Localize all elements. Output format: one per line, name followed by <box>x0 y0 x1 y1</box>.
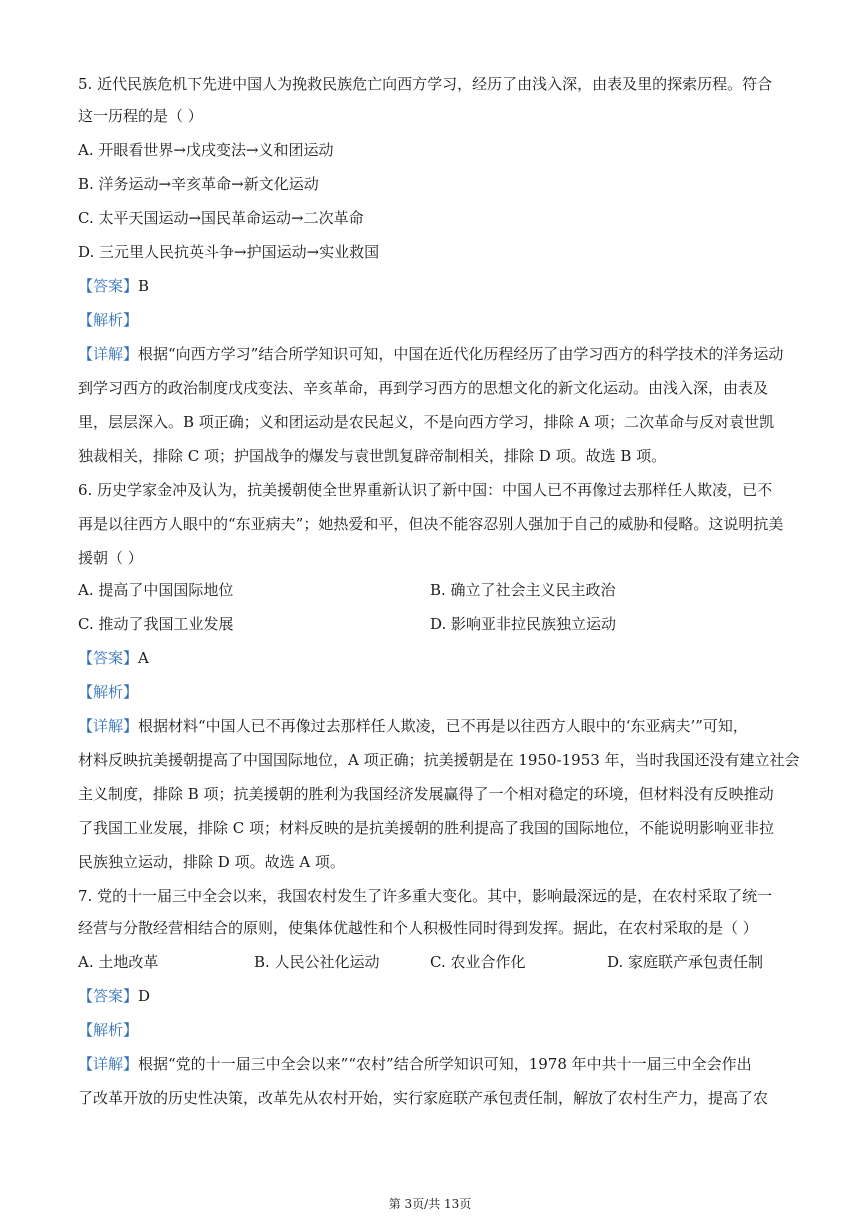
q7-option-b: B. 人民公社化运动 <box>254 953 380 971</box>
q6-stem-line2: 再是以往西方人眼中的“东亚病夫”；她热爱和平，但决不能容忍别人强加于自己的威胁和侵略。这说明抗美 <box>78 515 784 533</box>
analysis-tag: 【解析】 <box>78 311 139 329</box>
q7-stem-line2: 经营与分散经营相结合的原则，使集体优越性和个人积极性同时得到发挥。据此，在农村采取的是（ ） <box>78 919 758 937</box>
q6-answer <box>78 648 149 668</box>
q5-analysis <box>78 310 138 330</box>
q5-detail-line4: 独裁相关，排除 C 项；护国战争的爆发与袁世凯复辟帝制相关，排除 D 项。故选 B 项。 <box>78 447 667 465</box>
detail-tag: 【详解】 <box>78 345 139 363</box>
q6-detail-line4: 了我国工业发展，排除 C 项；材料反映的是抗美援朝的胜利提高了我国的国际地位，不能说明影响亚非拉 <box>78 819 775 837</box>
q6-detail-line1 <box>78 716 748 736</box>
q6-stem-line3: 援朝（ ） <box>78 549 143 567</box>
analysis-tag: 【解析】 <box>78 1021 139 1039</box>
answer-tag: 【答案】 <box>78 987 139 1005</box>
q6-option-c: C. 推动了我国工业发展 <box>78 615 234 633</box>
q7-option-a: A. 土地改革 <box>78 953 159 971</box>
q7-detail-line2: 了改革开放的历史性决策，改革先从农村开始，实行家庭联产承包责任制，解放了农村生产力，提高了农 <box>78 1089 769 1107</box>
answer-value: B <box>138 277 150 295</box>
q6-option-a: A. 提高了中国国际地位 <box>78 581 234 599</box>
q6-stem-line1: 6. 历史学家金冲及认为，抗美援朝使全世界重新认识了新中国：中国人已不再像过去那样任人欺凌，已不 <box>78 481 773 499</box>
answer-tag: 【答案】 <box>78 277 139 295</box>
detail-text: 根据“党的十一届三中全会以来”“农村”结合所学知识可知，1978 年中共十一届三中全会作出 <box>138 1055 752 1073</box>
q5-stem-line1: 5. 近代民族危机下先进中国人为挽救民族危亡向西方学习，经历了由浅入深，由表及里的探索历程。符合 <box>78 75 773 93</box>
page-number: 第 3页/共 13页 <box>388 1197 472 1211</box>
q6-detail-line2: 材料反映抗美援朝提高了中国国际地位，A 项正确；抗美援朝是在 1950-1953 年，当时我国还没有建立社会 <box>78 751 800 769</box>
answer-tag: 【答案】 <box>78 649 139 667</box>
q6-option-b: B. 确立了社会主义民主政治 <box>430 581 616 599</box>
detail-text: 根据“向西方学习”结合所学知识可知，中国在近代化历程经历了由学习西方的科学技术的洋务运动 <box>138 345 784 363</box>
q5-detail-line2: 到学习西方的政治制度戊戌变法、辛亥革命，再到学习西方的思想文化的新文化运动。由浅入深，由表及 <box>78 379 769 397</box>
q5-option-a: A. 开眼看世界→戊戌变法→义和团运动 <box>78 141 334 159</box>
q6-detail-line3: 主义制度，排除 B 项；抗美援朝的胜利为我国经济发展赢得了一个相对稳定的环境，但材料没有反映推动 <box>78 785 774 803</box>
analysis-tag: 【解析】 <box>78 683 139 701</box>
detail-tag: 【详解】 <box>78 717 139 735</box>
q7-option-d: D. 家庭联产承包责任制 <box>607 953 764 971</box>
q5-detail-line1 <box>78 344 783 364</box>
answer-value: D <box>138 987 151 1005</box>
q5-stem-line2: 这一历程的是（ ） <box>78 107 203 125</box>
q7-stem-line1: 7. 党的十一届三中全会以来，我国农村发生了许多重大变化。其中，影响最深远的是，在农村采取了统一 <box>78 887 773 905</box>
q5-option-c: C. 太平天国运动→国民革命运动→二次革命 <box>78 209 364 227</box>
q6-detail-line5: 民族独立运动，排除 D 项。故选 A 项。 <box>78 853 345 871</box>
q5-answer <box>78 276 149 296</box>
q7-answer <box>78 986 150 1006</box>
detail-text: 根据材料“中国人已不再像过去那样任人欺凌，已不再是以往西方人眼中的‘东亚病夫’”可知， <box>138 717 748 735</box>
detail-tag: 【详解】 <box>78 1055 139 1073</box>
q7-option-c: C. 农业合作化 <box>430 953 526 971</box>
answer-value: A <box>138 649 149 667</box>
q6-option-d: D. 影响亚非拉民族独立运动 <box>430 615 617 633</box>
q5-option-b: B. 洋务运动→辛亥革命→新文化运动 <box>78 175 319 193</box>
q7-detail-line1 <box>78 1054 752 1074</box>
q5-detail-line3: 里，层层深入。B 项正确；义和团运动是农民起义，不是向西方学习，排除 A 项；二次革命与反对袁世凯 <box>78 413 775 431</box>
q6-analysis <box>78 682 138 702</box>
q7-analysis <box>78 1020 138 1040</box>
q5-option-d: D. 三元里人民抗英斗争→护国运动→实业救国 <box>78 243 380 261</box>
